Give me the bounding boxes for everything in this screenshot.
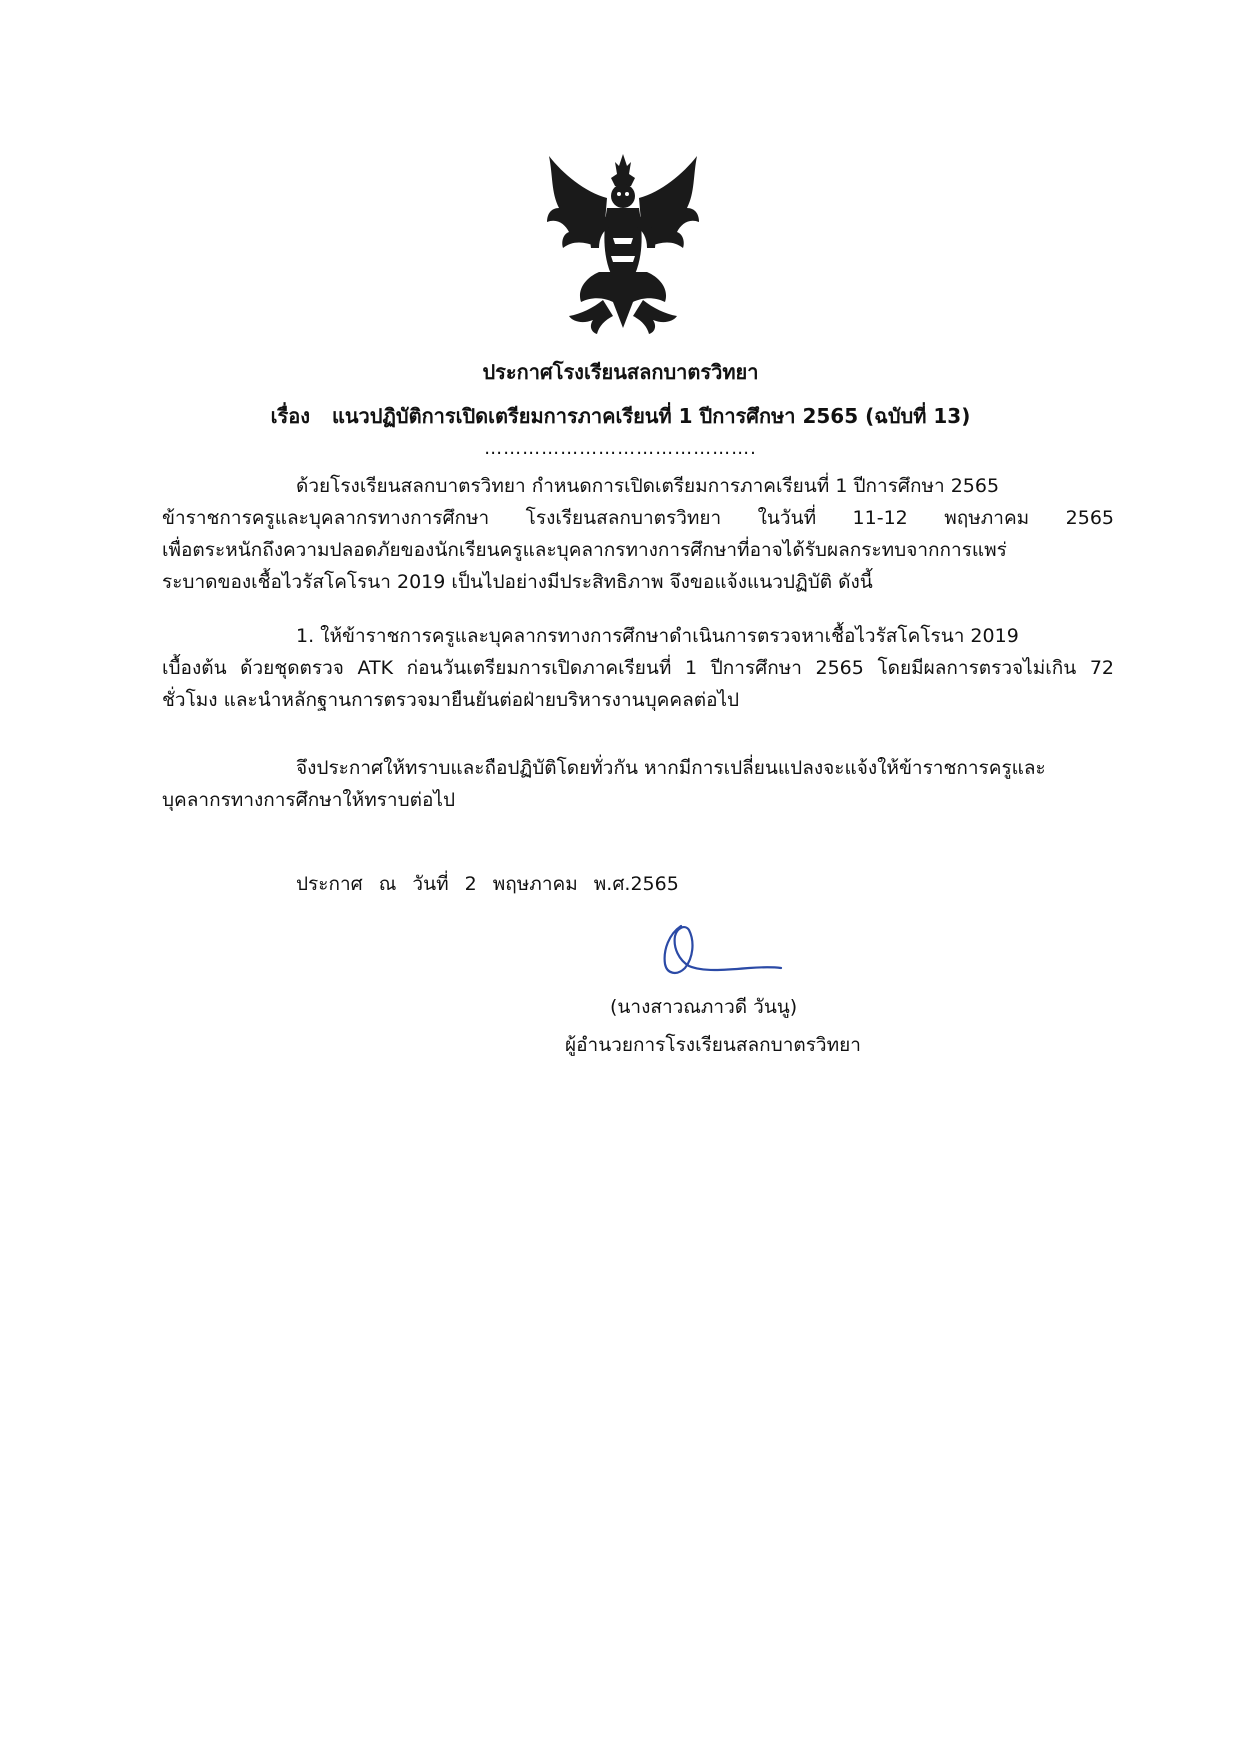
paragraph-line: เพื่อตระหนักถึงความปลอดภัยของนักเรียนครูและบุคลากรทางการศึกษาที่อาจได้รับผลกระทบจากการแพร่	[162, 539, 1007, 561]
announcement-date: ประกาศ ณ วันที่ 2 พฤษภาคม พ.ศ.2565	[296, 873, 679, 895]
signer-position: ผู้อำนวยการโรงเรียนสลกบาตรวิทยา	[565, 1034, 861, 1056]
paragraph-guideline-1	[162, 620, 1114, 716]
signer-name: (นางสาวณภาวดี วันนู)	[610, 996, 798, 1018]
title-separator: …………………………………….	[484, 438, 757, 459]
paragraph-line: จึงประกาศให้ทราบและถือปฏิบัติโดยทั่วกัน หากมีการเปลี่ยนแปลงจะแจ้งให้ข้าราชการครูและ	[296, 757, 1046, 779]
paragraph-line: เบื้องต้น ด้วยชุดตรวจ ATK ก่อนวันเตรียมการเปิดภาคเรียนที่ 1 ปีการศึกษา 2565 โดยมีผลการตรวจไม่เกิน 72	[162, 657, 1114, 679]
paragraph-line: ด้วยโรงเรียนสลกบาตรวิทยา กำหนดการเปิดเตรียมการภาคเรียนที่ 1 ปีการศึกษา 2565	[296, 475, 1000, 497]
paragraph-line: ชั่วโมง และนำหลักฐานการตรวจมายืนยันต่อฝ่ายบริหารงานบุคคลต่อไป	[162, 689, 740, 711]
paragraph-line: ข้าราชการครูและบุคลากรทางการศึกษา โรงเรียนสลกบาตรวิทยา ในวันที่ 11-12 พฤษภาคม 2565	[162, 507, 1114, 529]
paragraph-closing	[162, 752, 1114, 816]
document-title: ประกาศโรงเรียนสลกบาตรวิทยา	[482, 360, 759, 384]
paragraph-line: ระบาดของเชื้อไวรัสโคโรนา 2019 เป็นไปอย่างมีประสิทธิภาพ จึงขอแจ้งแนวปฏิบัติ ดังนี้	[162, 571, 873, 593]
garuda-emblem	[541, 152, 705, 336]
paragraph-line: 1. ให้ข้าราชการครูและบุคลากรทางการศึกษาดำเนินการตรวจหาเชื้อไวรัสโคโรนา 2019	[296, 625, 1019, 647]
paragraph-line: บุคลากรทางการศึกษาให้ทราบต่อไป	[162, 789, 456, 811]
paragraph-intro	[162, 470, 1114, 598]
handwritten-signature	[655, 920, 785, 982]
subject-label: เรื่อง	[270, 404, 310, 428]
subject-text: แนวปฏิบัติการเปิดเตรียมการภาคเรียนที่ 1 ปีการศึกษา 2565 (ฉบับที่ 13)	[331, 404, 971, 428]
document-subject	[0, 402, 1241, 430]
